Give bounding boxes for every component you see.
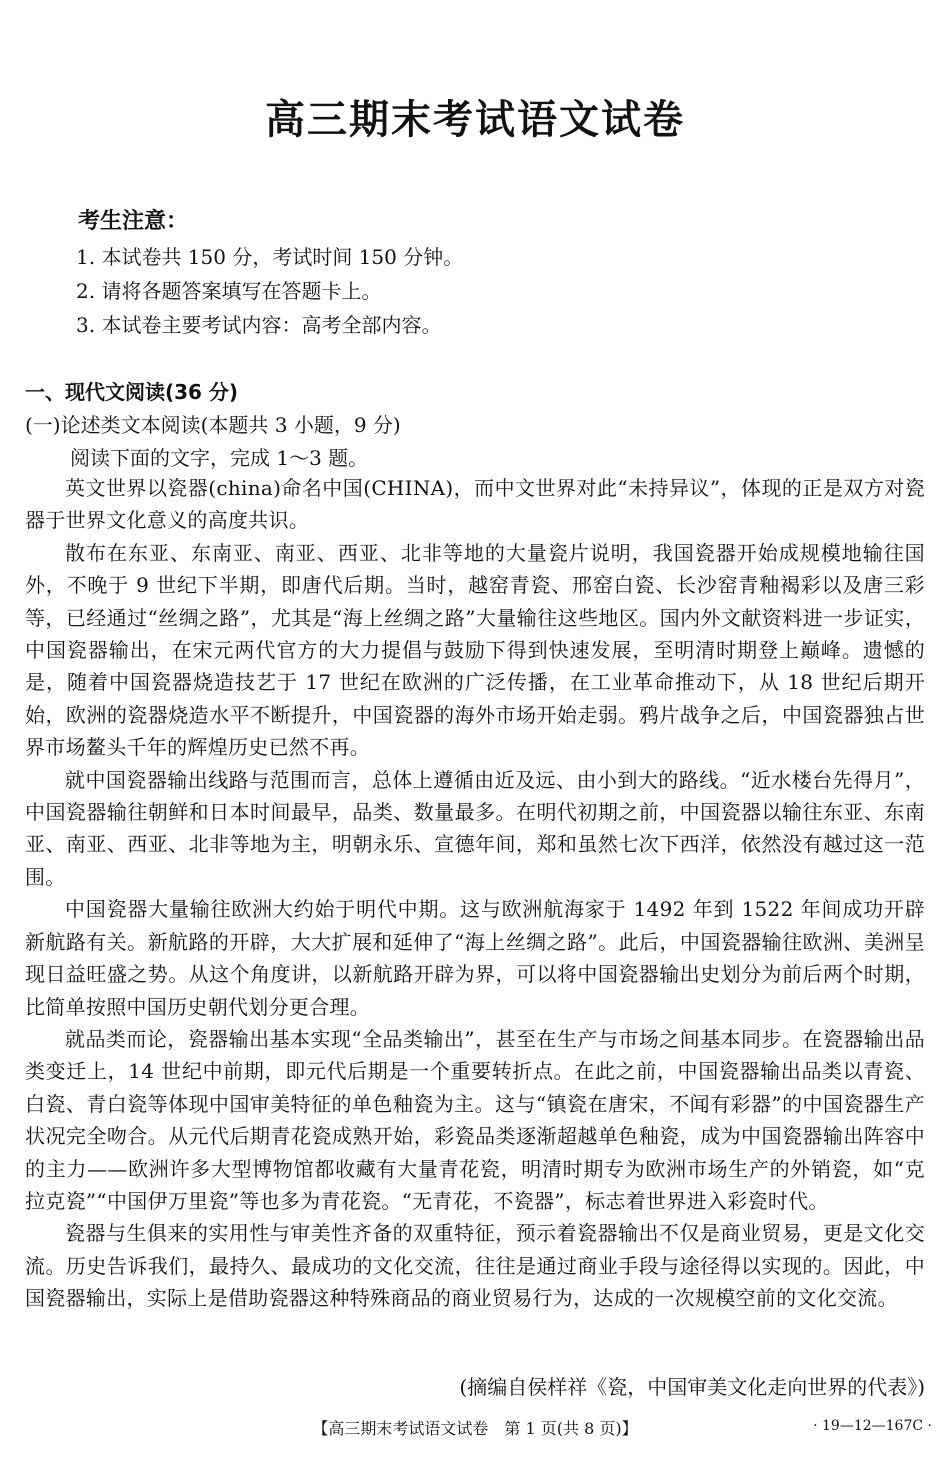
article-source: (摘编自侯样祥《瓷，中国审美文化走向世界的代表》) <box>459 1375 925 1399</box>
notice-item: 3. 本试卷主要考试内容：高考全部内容。 <box>76 313 442 337</box>
article-paragraph: 就中国瓷器输出线路与范围而言，总体上遵循由近及远、由小到大的路线。“近水楼台先得月”，中国瓷器输往朝鲜和日本时间最早，品类、数量最多。在明代初期之前，中国瓷器以输往东亚、东南亚、南亚、西亚、北非等地为主，明朝永乐、宣德年间，郑和虽然七次下西洋，依然没有越过这一范围。 <box>25 767 925 889</box>
article-paragraph: 散布在东亚、东南亚、南亚、西亚、北非等地的大量瓷片说明，我国瓷器开始成规模地输往国外，不晚于 9 世纪下半期，即唐代后期。当时，越窑青瓷、邢窑白瓷、长沙窑青釉褐彩以及唐三彩等，已经通过“丝绸之路”，尤其是“海上丝绸之路”大量输往这些地区。国内外文献资料进一步证实，中国瓷器输出，在宋元两代官方的大力提倡与鼓励下得到快速发展，至明清时期登上巅峰。遗憾的是，随着中国瓷器烧造技艺于 17 世纪在欧洲的广泛传播，在工业革命推动下，从 18 世纪后期开始，欧洲的瓷器烧造水平不断提升，中国瓷器的海外市场开始走弱。鸦片战争之后，中国瓷器独占世界市场鳌头千年的辉煌历史已然不再。 <box>25 540 925 760</box>
article-paragraph: 中国瓷器大量输往欧洲大约始于明代中期。这与欧洲航海家于 1492 年到 1522 年间成功开辟新航路有关。新航路的开辟，大大扩展和延伸了“海上丝绸之路”。此后，中国瓷器输往欧洲、美洲呈现日益旺盛之势。从这个角度讲，以新航路开辟为界，可以将中国瓷器输出史划分为前后两个时期，比简单按照中国历史朝代划分更合理。 <box>25 897 925 1019</box>
notice-item: 1. 本试卷共 150 分，考试时间 150 分钟。 <box>76 245 464 269</box>
page-title: 高三期末考试语文试卷 <box>265 97 685 143</box>
article-paragraph: 英文世界以瓷器(china)命名中国(CHINA)，而中文世界对此“未持异议”，体现的正是双方对瓷器于世界文化意义的高度共识。 <box>25 476 925 533</box>
subsection-heading: (一)论述类文本阅读(本题共 3 小题，9 分) <box>25 413 401 437</box>
exam-code: · 19—12—167C · <box>813 1418 932 1434</box>
article-paragraph: 就品类而论，瓷器输出基本实现“全品类输出”，甚至在生产与市场之间基本同步。在瓷器输出品类变迁上，14 世纪中前期，即元代后期是一个重要转折点。在此之前，中国瓷器输出品类以青瓷、白瓷、青白瓷等体现中国审美特征的单色釉瓷为主。这与“镇瓷在唐宋，不闻有彩器”的中国瓷器生产状况完全吻合。从元代后期青花瓷成熟开始，彩瓷品类逐渐超越单色釉瓷，成为中国瓷器输出阵容中的主力——欧洲许多大型博物馆都收藏有大量青花瓷，明清时期专为欧洲市场生产的外销瓷，如“克拉克瓷”“中国伊万里瓷”等也多为青花瓷。“无青花，不瓷器”，标志着世界进入彩瓷时代。 <box>25 1026 925 1213</box>
notice-item: 2. 请将各题答案填写在答题卡上。 <box>76 279 382 303</box>
notice-heading: 考生注意： <box>78 209 189 234</box>
reading-instruction: 阅读下面的文字，完成 1～3 题。 <box>70 446 369 470</box>
page-footer: 【高三期末考试语文试卷 第 1 页(共 8 页)】 <box>312 1419 638 1438</box>
article-body <box>25 472 925 1315</box>
section-heading: 一、现代文阅读(36 分) <box>25 380 239 404</box>
article-paragraph: 瓷器与生俱来的实用性与审美性齐备的双重特征，预示着瓷器输出不仅是商业贸易，更是文化交流。历史告诉我们，最持久、最成功的文化交流，往往是通过商业手段与途径得以实现的。因此，中国瓷器输出，实际上是借助瓷器这种特殊商品的商业贸易行为，达成的一次规模空前的文化交流。 <box>25 1221 925 1311</box>
notice-list <box>76 240 463 342</box>
